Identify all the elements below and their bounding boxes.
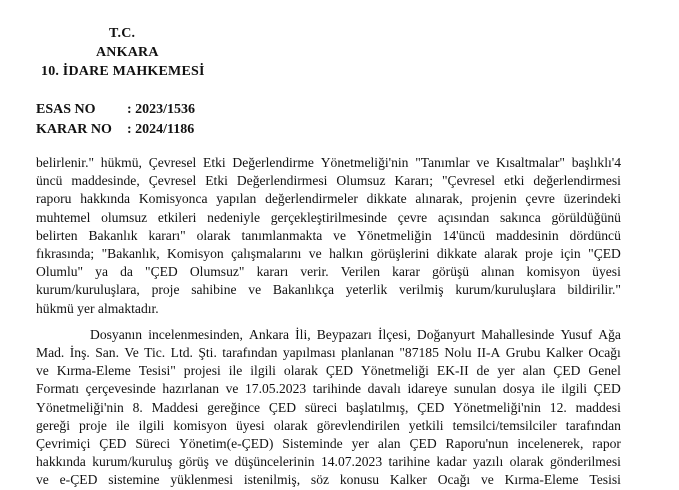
karar-label: KARAR NO <box>36 122 112 137</box>
paragraph-2 <box>36 326 621 490</box>
text-line: ve Kırma-Eleme Tesisi" projesi ile ilgili olarak ÇED Yönetmeliği EK-II de yer alan ÇED Genel <box>36 363 621 379</box>
text-line: üncü maddesinde, Çevresel Etki Değerlendirmesi Olumsuz Kararı; "Çevresel etki değerlendirmesi <box>36 173 621 189</box>
text-line: fıkrasında; "Bakanlık, Komisyon çalışmalarını ve halkın görüşlerini dikkate alarak proje için "ÇED <box>36 246 621 262</box>
text-line: hükmü yer almaktadır. <box>36 300 159 316</box>
text-line: hakkında kurum/kuruluş görüş ve düşüncelerinin 14.07.2023 tarihine kadar yazılı olarak gönderilmesi <box>36 454 621 470</box>
text-line: Yönetmeliği'nin 8. Maddesi gereğince ÇED süreci başlatılmış, ÇED Yönetmeliği'nin 12. maddesi <box>36 399 621 415</box>
esas-label: ESAS NO <box>36 102 96 117</box>
text-line: gereği proje ile ilgili komisyon üyesi olarak görevlendirilen yetkili temsilci/temsilciler tarafından <box>36 417 621 433</box>
text-line: raporu hakkında Komisyonca yapılan değerlendirmeler dikkate alınarak, projenin çevre üzerindeki <box>36 191 621 207</box>
text-line: Dosyanın incelenmesinden, Ankara İli, Beypazarı İlçesi, Doğanyurt Mahallesinde Yusuf Ağa <box>90 326 621 342</box>
text-line: Formatı çerçevesinde hazırlanan ve 17.05.2023 tarihinde davalı idareye sunulan dosya ile ilgili ÇED <box>36 381 621 397</box>
text-line: Mad. İnş. San. Ve Tic. Ltd. Şti. tarafından yapılması planlanan "87185 Nolu II-A Grubu Kalker Ocağı <box>36 345 621 361</box>
text-line: ve e-ÇED sistemine yüklenmesi istenilmiş, söz konusu Kalker Ocağı ve Kırma-Eleme Tesisi <box>36 472 621 488</box>
text-line: muhtemel olumsuz etkileri nedeniyle gerçekleştirilmesinde çevre açısından sakınca görüldüğünü <box>36 209 621 225</box>
karar-value: : 2024/1186 <box>127 122 195 137</box>
text-line: Olumlu" ya da "ÇED Olumsuz" kararı verir. Verilen karar görüşü alınan komisyon üyesi <box>36 264 621 280</box>
text-line: belirlenir." hükmü, Çevresel Etki Değerlendirme Yönetmeliği'nin "Tanımlar ve Kısaltmalar" başlıklı'4 <box>36 155 621 170</box>
header-court: 10. İDARE MAHKEMESİ <box>41 64 205 79</box>
esas-value: : 2023/1536 <box>127 102 196 117</box>
text-line: belirten Bakanlık kararı" olarak tanımlanmakta ve Yönetmeliğin 14'üncü maddesinin dördüncü <box>36 227 621 243</box>
header-city: ANKARA <box>96 45 159 60</box>
paragraph-1 <box>36 154 621 318</box>
body-text <box>36 154 621 490</box>
text-line: Çevrimiçi ÇED Süreci Yönetim(e-ÇED) Sisteminde yer alan ÇED Raporu'nun incelenerek, rapor <box>36 436 621 452</box>
header-republic: T.C. <box>109 26 136 41</box>
text-line: kurum/kuruluşlara, proje sahibine ve Bakanlıkça yeterlik verilmiş kurum/kuruluşlara bildirilir." <box>36 282 621 298</box>
